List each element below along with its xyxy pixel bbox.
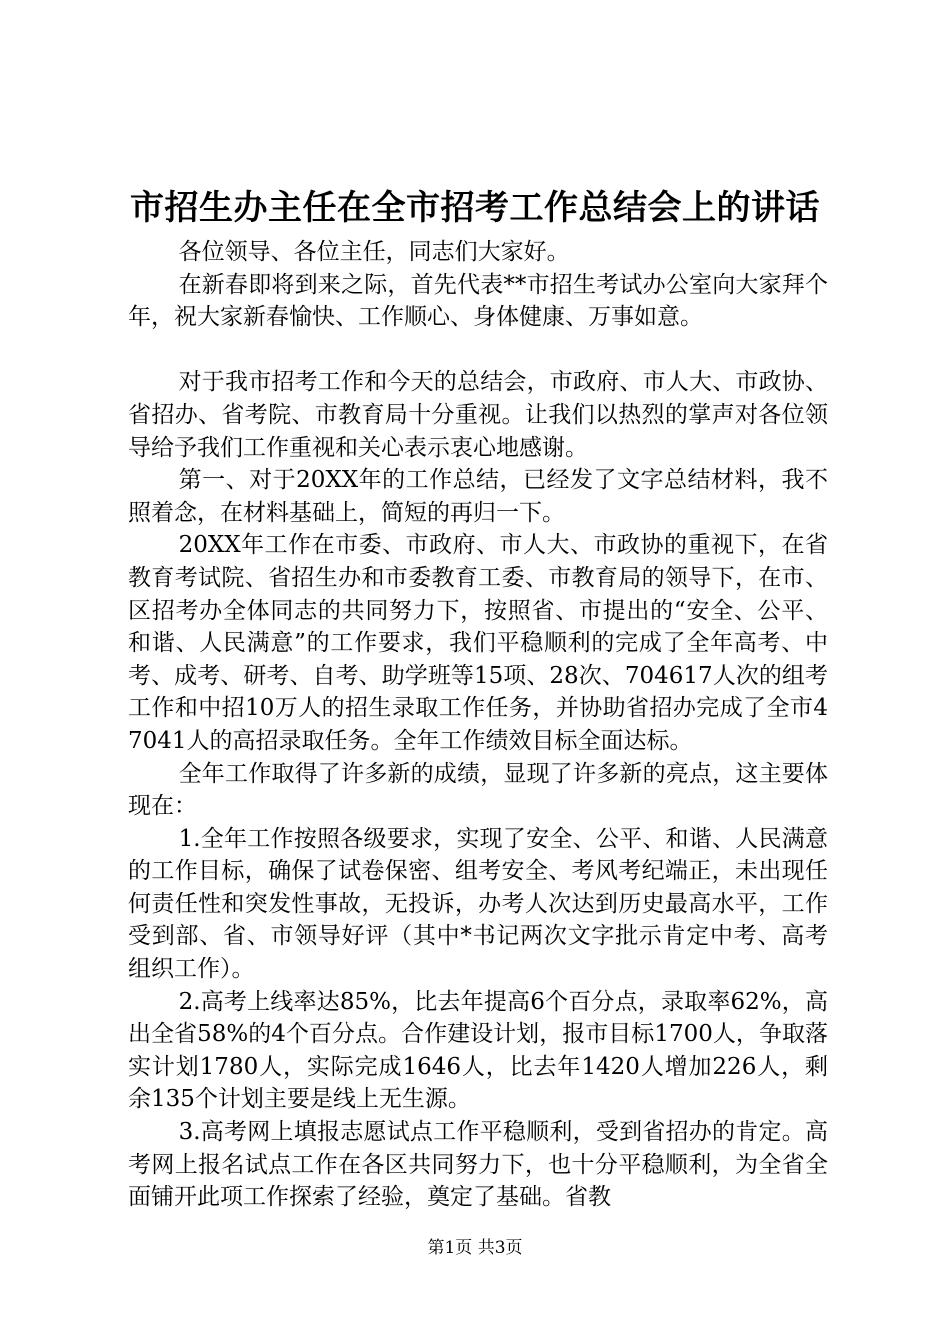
paragraph: 在新春即将到来之际，首先代表**市招生考试办公室向大家拜个年，祝大家新春愉快、工作顺心、身体健康、万事如意。 <box>128 271 828 331</box>
list-item-paragraph: 3.高考网上填报志愿试点工作平稳顺利，受到省招办的肯定。高考网上报名试点工作在各区共同努力下，也十分平稳顺利，为全省全面铺开此项工作探索了经验，奠定了基础。省教 <box>128 1119 828 1211</box>
paragraph: 各位领导、各位主任，同志们大家好。 <box>178 239 570 265</box>
paragraph: 对于我市招考工作和今天的总结会，市政府、市人大、市政协、省招办、省考院、市教育局十分重视。让我们以热烈的掌声对各位领导给予我们工作重视和关心表示衷心地感谢。 <box>128 369 828 461</box>
blank-paragraph <box>128 334 828 367</box>
list-item-paragraph: 1.全年工作按照各级要求，实现了安全、公平、和谐、人民满意的工作目标，确保了试卷保密、组考安全、考风考纪端正，未出现任何责任性和突发性事故，无投诉，办考人次达到历史最高水平，工作受到部、省、市领导好评（其中*书记两次文字批示肯定中考、高考组织工作）。 <box>128 825 828 983</box>
document-body <box>128 236 828 1214</box>
page-footer: 第1页 共3页 <box>427 1238 523 1258</box>
list-item-paragraph: 2.高考上线率达85%，比去年提高6个百分点，录取率62%，高出全省58%的4个百分点。合作建设计划，报市目标1700人，争取落实计划1780人，实际完成1646人，比去年1420人增加226人，剩余135个计划主要是线上无生源。 <box>128 988 828 1113</box>
paragraph: 全年工作取得了许多新的成绩，显现了许多新的亮点，这主要体现在： <box>128 760 828 820</box>
paragraph: 20XX年工作在市委、市政府、市人大、市政协的重视下，在省教育考试院、省招生办和市委教育工委、市教育局的领导下，在市、区招考办全体同志的共同努力下，按照省、市提出的“安全、公平、和谐、人民满意”的工作要求，我们平稳顺利的完成了全年高考、中考、成考、研考、自考、助学班等15项、28次、704617人次的组考工作和中招10万人的招生录取工作任务，并协助省招办完成了全市47041人的高招录取任务。全年工作绩效目标全面达标。 <box>128 532 828 754</box>
paragraph: 第一、对于20XX年的工作总结，已经发了文字总结材料，我不照着念，在材料基础上，简短的再归一下。 <box>128 467 828 526</box>
document-title: 市招生办主任在全市招考工作总结会上的讲话 <box>130 188 820 228</box>
